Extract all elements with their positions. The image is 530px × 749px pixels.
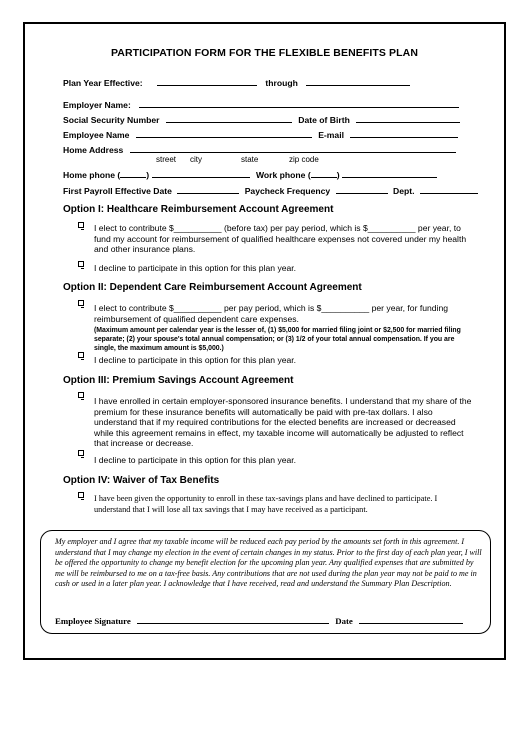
- payroll-label: First Payroll Effective Date: [63, 186, 172, 196]
- city-caption: city: [190, 155, 202, 164]
- option4-waiver-checkbox[interactable]: [78, 492, 84, 498]
- dob-label: Date of Birth: [298, 115, 350, 125]
- signature-row: [55, 615, 463, 626]
- employer-row: [63, 99, 459, 110]
- option2-elect-text: I elect to contribute $__________ per pay period, which is $__________ per year, for funding reimbursement of qualified dependent care expenses.: [94, 303, 449, 324]
- option2-maximum-note: (Maximum amount per calendar year is the lesser of, (1) $5,000 for married filing joint or $2,500 for married filing separate; (2) your spouse's total annual compensation; or (3) 1/2 of your total annual compensation. If you are single, the maximum amount is $5,000.): [94, 327, 461, 352]
- option1-elect-text: I elect to contribute $__________ (before tax) per pay period, which is $__________ per year, to fund my account for reimbursement of qualified healthcare expenses not covered under my health and other insurance plans.: [94, 223, 467, 254]
- option1-decline-checkbox[interactable]: [78, 261, 84, 267]
- ssn-field[interactable]: [166, 114, 292, 123]
- plan-year-row: [63, 77, 410, 88]
- option4-heading: Option IV: Waiver of Tax Benefits: [63, 475, 220, 486]
- option1-elect-checkbox[interactable]: [78, 222, 84, 228]
- agreement-text: My employer and I agree that my taxable income will be reduced each pay period by the amounts set forth in this agreement. I understand that I may change my election in the event of certain changes in my status. Prior to the first day of each plan year, I will be offered the opportunity to change my benefit election for the upcoming plan year. Any qualified expenses that are submitted by me will be reimbursed to me on a tax-free basis. Any contributions that are not used during the plan year may not be paid to me in cash or used in a later plan year. I acknowledge that I have received, read and understand the Summary Plan Description.: [55, 537, 482, 589]
- plan-year-end-field[interactable]: [306, 77, 410, 86]
- ssn-row: [63, 114, 460, 125]
- signature-date-field[interactable]: [359, 615, 463, 624]
- option4-waiver-text: I have been given the opportunity to enroll in these tax-savings plans and have declined to participate. I understand that I will lose all tax savings that I may have received as a participant.: [94, 494, 438, 514]
- email-field[interactable]: [350, 129, 458, 138]
- home-phone-field[interactable]: [152, 169, 250, 178]
- employee-signature-label: Employee Signature: [55, 616, 131, 626]
- option2-elect-checkbox[interactable]: [78, 300, 84, 306]
- option3-decline-checkbox[interactable]: [78, 450, 84, 456]
- option1-decline-text: I decline to participate in this option for this plan year.: [94, 263, 297, 273]
- option2-heading: Option II: Dependent Care Reimbursement Account Agreement: [63, 282, 362, 293]
- option2-decline-checkbox[interactable]: [78, 352, 84, 358]
- form-title: PARTICIPATION FORM FOR THE FLEXIBLE BENEFITS PLAN: [110, 47, 419, 59]
- street-caption: street: [156, 155, 177, 164]
- dept-field[interactable]: [420, 185, 478, 194]
- frequency-label: Paycheck Frequency: [244, 186, 331, 196]
- address-label: Home Address: [63, 145, 124, 155]
- home-area-code-field[interactable]: [120, 169, 146, 178]
- employee-signature-field[interactable]: [137, 615, 329, 624]
- employee-label: Employee Name: [63, 130, 130, 140]
- plan-year-label: Plan Year Effective:: [63, 78, 143, 88]
- form-frame: [23, 22, 506, 660]
- address-row: [63, 144, 456, 155]
- work-phone-label: Work phone (: [255, 170, 311, 180]
- state-caption: state: [241, 155, 259, 164]
- option3-heading: Option III: Premium Savings Account Agreement: [63, 375, 294, 386]
- payroll-date-field[interactable]: [177, 185, 239, 194]
- address-field[interactable]: [130, 144, 456, 153]
- home-phone-label: Home phone (: [63, 170, 121, 180]
- dept-label: Dept.: [392, 186, 415, 196]
- email-label: E-mail: [318, 130, 344, 140]
- option3-enroll-text: I have enrolled in certain employer-sponsored insurance benefits. I understand that my share of the premium for these insurance benefits will automatically be paid with pre-tax dollars. I also understand that if my required contributions for the elected benefits are increased or decreased while this agreement remains in effect, my taxable income will automatically be adjusted to reflect that increase or decrease.: [94, 396, 472, 448]
- option3-enroll-checkbox[interactable]: [78, 392, 84, 398]
- through-label: through: [265, 78, 298, 88]
- option3-decline-text: I decline to participate in this option for this plan year.: [94, 455, 297, 465]
- zip-caption: zip code: [289, 155, 319, 164]
- work-area-code-field[interactable]: [311, 169, 337, 178]
- plan-year-start-field[interactable]: [157, 77, 257, 86]
- employer-field[interactable]: [139, 99, 459, 108]
- phone-row: Home phone ( ) Work phone ( ): [63, 169, 437, 180]
- frequency-field[interactable]: [336, 185, 388, 194]
- employee-field[interactable]: [136, 129, 312, 138]
- option2-decline-text: I decline to participate in this option for this plan year.: [94, 355, 297, 365]
- option1-heading: Option I: Healthcare Reimbursement Account Agreement: [63, 204, 334, 215]
- dob-field[interactable]: [356, 114, 460, 123]
- payroll-row: [63, 185, 478, 196]
- signature-date-label: Date: [335, 616, 353, 626]
- agreement-box: [40, 530, 491, 634]
- employee-row: [63, 129, 458, 140]
- ssn-label: Social Security Number: [63, 115, 160, 125]
- employer-label: Employer Name:: [63, 100, 131, 110]
- work-phone-field[interactable]: [342, 169, 437, 178]
